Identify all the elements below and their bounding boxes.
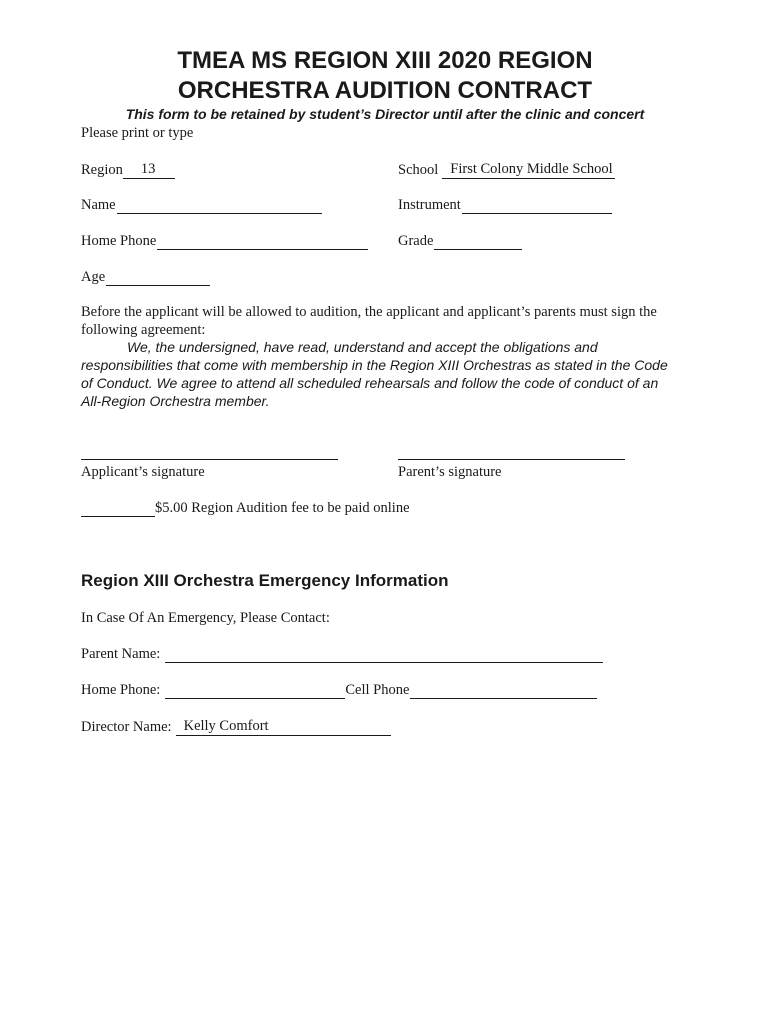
school-field[interactable]: [398, 161, 615, 179]
parent-signature-line[interactable]: [398, 459, 625, 460]
applicant-signature-label: Applicant’s signature: [81, 464, 205, 480]
name-field[interactable]: [81, 197, 322, 214]
instrument-field[interactable]: [398, 197, 612, 214]
instrument-label: Instrument: [398, 197, 461, 213]
director-value[interactable]: Kelly Comfort: [176, 718, 391, 736]
emergency-home-phone-line[interactable]: [165, 684, 345, 699]
fee-text: $5.00 Region Audition fee to be paid online: [155, 500, 410, 516]
subtitle: This form to be retained by student’s Director until after the clinic and concert: [125, 106, 645, 122]
cell-phone-label: Cell Phone: [345, 682, 410, 698]
school-label: School: [398, 162, 439, 178]
fee-field[interactable]: [81, 500, 410, 517]
parent-name-field[interactable]: [81, 646, 603, 663]
print-instruction: Please print or type: [81, 125, 194, 141]
instrument-line[interactable]: [462, 199, 612, 214]
grade-line[interactable]: [434, 235, 522, 250]
title-line-1: TMEA MS REGION XIII 2020 REGION: [177, 47, 593, 74]
home-phone-label: Home Phone: [81, 233, 157, 249]
parent-name-label: Parent Name:: [81, 646, 161, 662]
home-phone-field[interactable]: [81, 233, 368, 250]
region-field[interactable]: [81, 161, 175, 179]
emergency-phone-field[interactable]: [81, 682, 597, 699]
age-label: Age: [81, 269, 106, 285]
title-line-2: ORCHESTRA AUDITION CONTRACT: [177, 77, 593, 104]
region-label: Region: [81, 162, 123, 178]
emergency-home-phone-label: Home Phone:: [81, 682, 161, 698]
director-label: Director Name:: [81, 719, 172, 735]
grade-label: Grade: [398, 233, 434, 249]
age-line[interactable]: [106, 271, 210, 286]
agreement-body: We, the undersigned, have read, understand and accept the obligations and responsibilities that come with membership in the Region XIII Orchestras as stated in the Code of Conduct. We agree to attend all scheduled rehearsals and follow the code of conduct of an All-Region Orchestra member.: [81, 339, 668, 409]
age-field[interactable]: [81, 269, 210, 286]
grade-field[interactable]: [398, 233, 522, 250]
fee-line[interactable]: [81, 502, 155, 517]
agreement-text: [81, 338, 681, 410]
director-field[interactable]: [81, 718, 391, 736]
parent-signature-label: Parent’s signature: [398, 464, 502, 480]
emergency-intro: In Case Of An Emergency, Please Contact:: [81, 610, 330, 626]
parent-name-line[interactable]: [165, 648, 603, 663]
school-value[interactable]: First Colony Middle School: [442, 161, 614, 179]
cell-phone-line[interactable]: [410, 684, 597, 699]
home-phone-line[interactable]: [157, 235, 368, 250]
name-label: Name: [81, 197, 116, 213]
agreement-intro: Before the applicant will be allowed to audition, the applicant and applicant’s parents must sign the following agreement:: [81, 304, 657, 338]
region-value[interactable]: 13: [123, 161, 176, 179]
emergency-heading: Region XIII Orchestra Emergency Information: [81, 571, 449, 590]
applicant-signature-line[interactable]: [81, 459, 338, 460]
name-line[interactable]: [117, 199, 322, 214]
